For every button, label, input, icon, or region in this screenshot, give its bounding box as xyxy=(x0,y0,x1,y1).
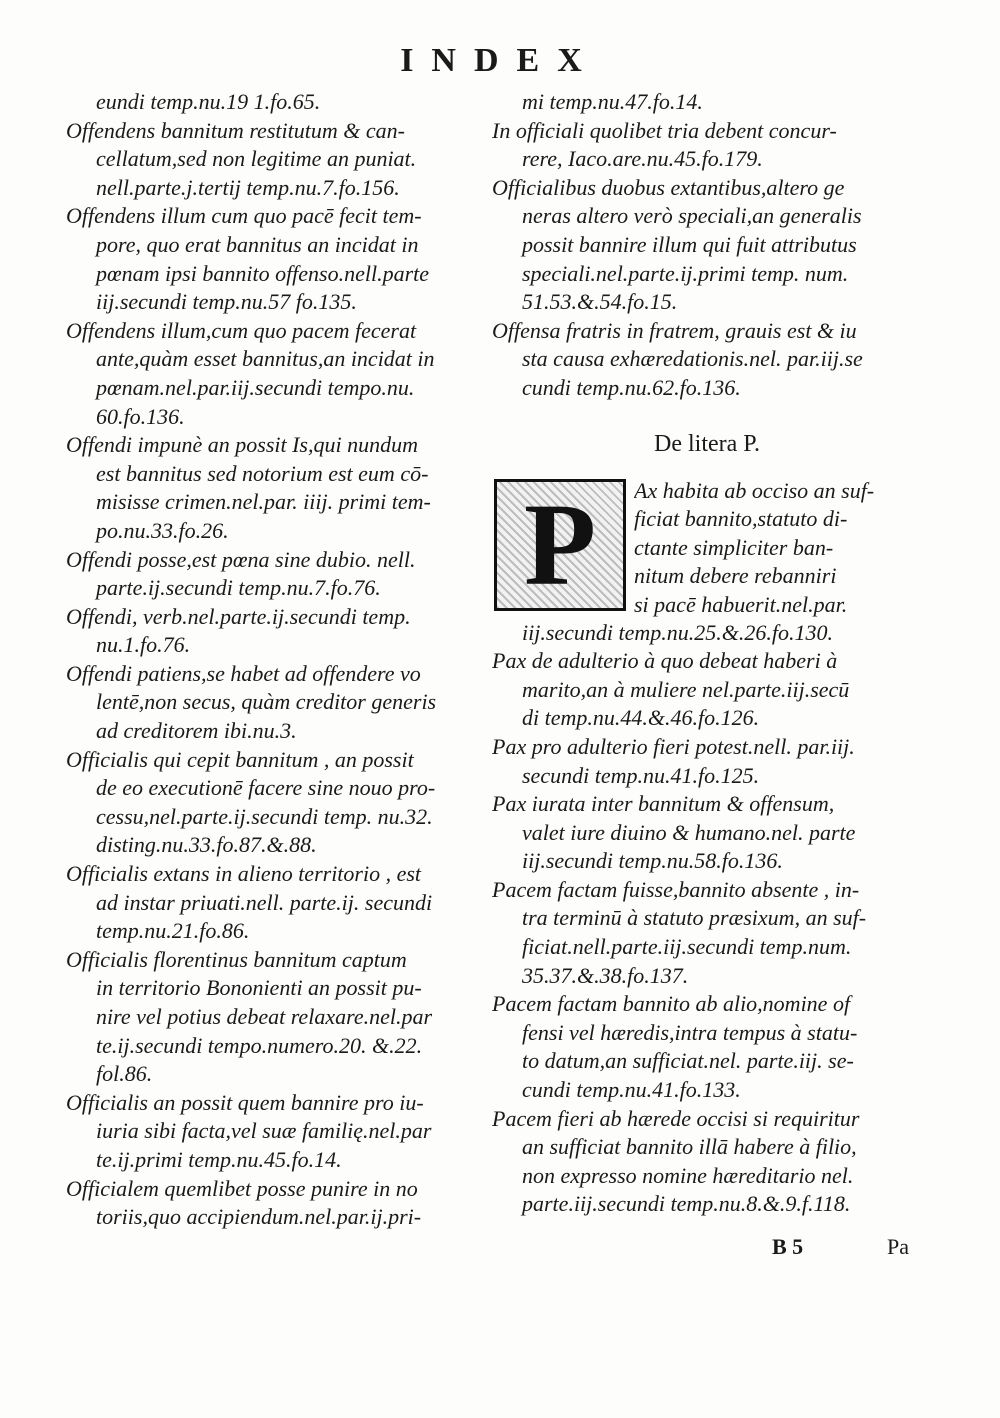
entry-line: Offendi patiens,se habet ad offendere vo xyxy=(66,660,421,686)
entry-line: ficiat bannito,statuto di- xyxy=(634,506,848,532)
entry-line: Pax pro adulterio fieri potest.nell. par.iij. xyxy=(492,733,855,759)
entry-line: Officialis an possit quem bannire pro iu- xyxy=(66,1089,424,1115)
index-entry xyxy=(66,1089,486,1175)
entry-line: Officialis florentinus bannitum captum xyxy=(66,946,407,972)
index-entry xyxy=(66,603,486,660)
entry-line: nitum debere rebanniri xyxy=(634,563,837,589)
right-column-entries-top xyxy=(492,88,922,403)
index-entry xyxy=(66,431,486,545)
entry-line: Offendi, verb.nel.parte.ij.secundi temp. xyxy=(66,603,411,629)
index-entry xyxy=(66,946,486,1089)
entry-line: Pacem factam bannito ab alio,nomine of xyxy=(492,991,851,1017)
entry-line: Offendi posse,est pœna sine dubio. nell. xyxy=(66,546,416,572)
entry-line: nell.parte.j.tertij temp.nu.7.fo.156. xyxy=(96,174,400,200)
entry-line: pœnam.nel.par.iij.secundi tempo.nu. xyxy=(96,374,415,400)
index-entry xyxy=(492,317,922,403)
entry-line: mi temp.nu.47.fo.14. xyxy=(522,89,703,114)
index-entry xyxy=(66,88,486,117)
entry-line: cellatum,sed non legitime an puniat. xyxy=(96,146,417,172)
entry-line: Officialem quemlibet posse punire in no xyxy=(66,1175,418,1201)
entry-line: fensi vel hæredis,intra tempus à statu- xyxy=(522,1019,858,1045)
entry-line: iij.secundi temp.nu.25.&.26.fo.130. xyxy=(522,619,834,645)
index-entry xyxy=(492,647,922,733)
entry-line: te.ij.primi temp.nu.45.fo.14. xyxy=(96,1146,342,1172)
entry-line: 35.37.&.38.fo.137. xyxy=(522,962,689,988)
entry-line: Officialis extans in alieno territorio , est xyxy=(66,861,422,887)
left-column xyxy=(66,88,486,1232)
entry-line: fol.86. xyxy=(96,1061,153,1087)
index-entry xyxy=(66,202,486,316)
signature-mark: B 5 xyxy=(772,1234,804,1259)
entry-line: Offendens illum,cum quo pacem fecerat xyxy=(66,317,417,343)
entry-line: Pax de adulterio à quo debeat haberi à xyxy=(492,648,838,674)
index-entry xyxy=(66,117,486,203)
entry-line: ad instar priuati.nell. parte.ij. secundi xyxy=(96,889,433,915)
entry-line: di temp.nu.44.&.46.fo.126. xyxy=(522,705,760,731)
entry-line: Officialis qui cepit bannitum , an possit xyxy=(66,746,414,772)
entry-line: neras altero verò speciali,an generalis xyxy=(522,203,862,229)
entry-line: ctante simpliciter ban- xyxy=(634,534,834,560)
dropcap-letter: P xyxy=(523,478,597,610)
entry-line: to datum,an sufficiat.nel. parte.iij. se- xyxy=(522,1048,854,1074)
entry-line: cundi temp.nu.62.fo.136. xyxy=(522,374,741,400)
entry-line: In officiali quolibet tria debent concur- xyxy=(492,117,837,143)
entry-line: lentē,non secus, quàm creditor generis xyxy=(96,689,437,715)
index-entry xyxy=(492,876,922,990)
decorated-initial-icon xyxy=(494,479,626,611)
index-entry xyxy=(66,746,486,860)
index-entry xyxy=(492,88,922,117)
index-entry xyxy=(66,546,486,603)
entry-line: iij.secundi temp.nu.58.fo.136. xyxy=(522,848,783,874)
entry-line: Pacem factam fuisse,bannito absente , in- xyxy=(492,876,860,902)
index-entry xyxy=(492,990,922,1104)
entry-line: Offensa fratris in fratrem, grauis est & iu xyxy=(492,317,857,343)
entry-line: non expresso nomine hæreditario nel. xyxy=(522,1162,854,1188)
index-entry xyxy=(492,733,922,790)
entry-line: speciali.nel.parte.ij.primi temp. num. xyxy=(522,260,849,286)
entry-line: rere, Iaco.are.nu.45.fo.179. xyxy=(522,146,763,172)
entry-line: Pacem fieri ab hærede occisi si requiritur xyxy=(492,1105,860,1131)
entry-line: est bannitus sed notorium est eum cō- xyxy=(96,460,429,486)
entry-line: cessu,nel.parte.ij.secundi temp. nu.32. xyxy=(96,803,433,829)
entry-line: te.ij.secundi tempo.numero.20. &.22. xyxy=(96,1032,423,1058)
catchword: Pa xyxy=(887,1234,909,1259)
entry-line: parte.iij.secundi temp.nu.8.&.9.f.118. xyxy=(522,1191,851,1217)
index-entry xyxy=(66,860,486,946)
entry-line: iij.secundi temp.nu.57 fo.135. xyxy=(96,289,357,315)
entry-line: misisse crimen.nel.par. iiij. primi tem- xyxy=(96,489,431,515)
entry-line: ficiat.nell.parte.iij.secundi temp.num. xyxy=(522,934,852,960)
entry-line: po.nu.33.fo.26. xyxy=(96,517,229,543)
section-title: De litera P. xyxy=(654,430,760,457)
page-header: INDEX xyxy=(400,42,600,79)
entry-line: possit bannire illum qui fuit attributus xyxy=(522,231,857,257)
entry-line: valet iure diuino & humano.nel. parte xyxy=(522,819,856,845)
right-column-entries-bottom xyxy=(492,647,922,1219)
entry-line: nire vel potius debeat relaxare.nel.par xyxy=(96,1004,433,1029)
entry-line: marito,an à muliere nel.parte.iij.secū xyxy=(522,676,850,702)
entry-line: Offendens illum cum quo pacē fecit tem- xyxy=(66,203,422,229)
entry-line: Offendi impunè an possit Is,qui nundum xyxy=(66,432,418,458)
entry-line: Offendens bannitum restitutum & can- xyxy=(66,117,405,143)
entry-line: pœnam ipsi bannito offenso.nell.parte xyxy=(96,260,430,286)
index-entry xyxy=(492,174,922,317)
entry-line: de eo executionē facere sine nouo pro- xyxy=(96,775,436,801)
entry-line: toriis,quo accipiendum.nel.par.ij.pri- xyxy=(96,1204,422,1230)
index-entry xyxy=(66,317,486,431)
index-entry xyxy=(492,1105,922,1219)
entry-line: si pacē habuerit.nel.par. xyxy=(634,591,848,617)
entry-line: Pax iurata inter bannitum & offensum, xyxy=(492,791,835,817)
entry-line: in territorio Bononienti an possit pu- xyxy=(96,975,422,1001)
entry-line: nu.1.fo.76. xyxy=(96,632,191,658)
index-entry xyxy=(66,660,486,746)
dropcap-entry xyxy=(492,477,922,625)
index-entry xyxy=(66,1175,486,1232)
entry-line: pore, quo erat bannitus an incidat in xyxy=(96,231,419,257)
entry-line: 60.fo.136. xyxy=(96,403,185,429)
entry-line: temp.nu.21.fo.86. xyxy=(96,918,250,944)
entry-line: 51.53.&.54.fo.15. xyxy=(522,289,678,315)
entry-line: eundi temp.nu.19 1.fo.65. xyxy=(96,89,321,114)
entry-line: disting.nu.33.fo.87.&.88. xyxy=(96,832,317,858)
entry-line: an sufficiat bannito illā habere à filio, xyxy=(522,1134,857,1160)
entry-line: Officialibus duobus extantibus,altero ge xyxy=(492,174,845,200)
index-entry xyxy=(492,117,922,174)
entry-line: sta causa exhæredationis.nel. par.iij.se xyxy=(522,346,863,372)
entry-line: tra terminū à statuto præsixum, an suf- xyxy=(522,905,867,931)
entry-line: ad creditorem ibi.nu.3. xyxy=(96,718,297,744)
entry-line: Ax habita ab occiso an suf- xyxy=(634,477,875,503)
entry-line: ante,quàm esset bannitus,an incidat in xyxy=(96,346,435,372)
entry-line: iuria sibi facta,vel suæ familię.nel.par xyxy=(96,1118,432,1144)
entry-line: secundi temp.nu.41.fo.125. xyxy=(522,762,760,788)
dropcap-text xyxy=(634,477,924,620)
entry-line: cundi temp.nu.41.fo.133. xyxy=(522,1077,741,1103)
entry-line: parte.ij.secundi temp.nu.7.fo.76. xyxy=(96,575,381,601)
index-entry xyxy=(492,790,922,876)
right-column xyxy=(492,88,922,1219)
